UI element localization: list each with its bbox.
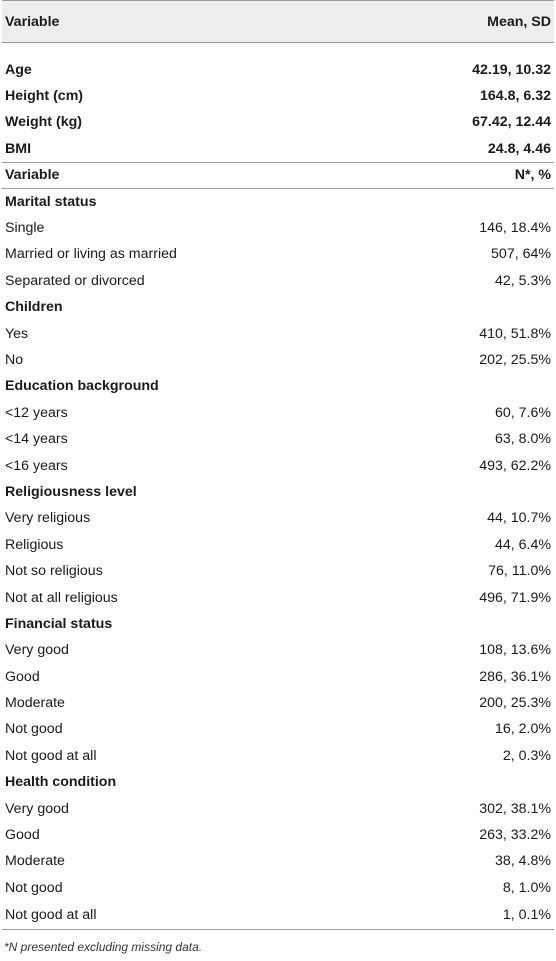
demographics-table [2,0,554,930]
section-title-row [2,611,554,637]
cell-label: Age [5,61,32,78]
cell-value: 146, 18.4% [479,220,551,237]
cell-label: Education background [5,378,159,395]
cell-label: Very religious [5,510,91,527]
header-mean-sd: Mean, SD [378,1,554,43]
cell-value: 60, 7.6% [494,404,551,421]
cell-label: Financial status [5,615,113,632]
spacer-row [2,43,554,57]
cell-value: 2, 0.3% [502,747,551,764]
section-title-row [2,373,554,399]
cell-value: 44, 10.7% [487,510,551,527]
cell-label: Moderate [5,853,65,870]
cell-value: 493, 62.2% [479,457,551,474]
cell-value [378,188,554,214]
cell-label: Not good at all [5,747,97,764]
cell-value [378,294,554,320]
table-row [2,400,554,426]
table-row [2,901,554,929]
table-row [2,268,554,294]
cell-value: 410, 51.8% [479,325,551,342]
cell-label: <14 years [5,431,68,448]
cell-value: 67.42, 12.44 [472,114,551,131]
cell-label: Health condition [5,774,117,791]
table-subheader-row [2,162,554,188]
table-row [2,215,554,241]
cell-label: Marital status [5,193,97,210]
cell-label: Single [5,220,45,237]
cell-value: N*, % [378,162,554,188]
table-row [2,505,554,531]
continuous-row [2,83,554,109]
table-header-row [2,1,554,43]
cell-label: Married or living as married [5,246,177,263]
cell-label: Variable [2,162,378,188]
continuous-row [2,57,554,83]
cell-value: 38, 4.8% [494,853,551,870]
table-row [2,452,554,478]
table-row [2,532,554,558]
table-row [2,584,554,610]
table-row [2,320,554,346]
cell-value: 1, 0.1% [378,901,554,929]
cell-label: <16 years [5,457,68,474]
cell-label: No [5,351,24,368]
table-row [2,743,554,769]
table-row [2,426,554,452]
continuous-row [2,136,554,162]
cell-label: Religious [5,536,64,553]
cell-label: Very good [5,642,69,659]
cell-value: 263, 33.2% [479,827,551,844]
section-title-row [2,188,554,214]
cell-label: Not good [5,879,63,896]
cell-value: 164.8, 6.32 [480,88,551,105]
table-body [2,43,554,930]
cell-value: 63, 8.0% [494,431,551,448]
section-title-row [2,769,554,795]
cell-value [378,479,554,505]
cell-value: 8, 1.0% [502,879,551,896]
cell-label: Separated or divorced [5,272,145,289]
table-row [2,637,554,663]
cell-value: 302, 38.1% [479,800,551,817]
continuous-row [2,109,554,135]
cell-value: 202, 25.5% [479,351,551,368]
cell-label: Good [5,827,40,844]
cell-value [378,769,554,795]
cell-label: Very good [5,800,69,817]
cell-label: Not at all religious [5,589,118,606]
cell-label: Not so religious [5,563,103,580]
table-row [2,848,554,874]
table-row [2,690,554,716]
table-row [2,875,554,901]
cell-value: 108, 13.6% [479,642,551,659]
cell-value: 76, 11.0% [488,563,551,580]
cell-value [378,373,554,399]
table-row [2,347,554,373]
cell-value: 286, 36.1% [479,668,551,685]
table-row [2,795,554,821]
cell-value: 24.8, 4.46 [487,140,551,157]
cell-value: 496, 71.9% [479,589,551,606]
cell-value [378,611,554,637]
cell-value: 44, 6.4% [494,536,551,553]
table-row [2,241,554,267]
cell-label: Moderate [5,695,65,712]
cell-value: 200, 25.3% [479,695,551,712]
table-row [2,663,554,689]
cell-label: Not good [5,721,63,738]
cell-value: 507, 64% [491,246,551,263]
cell-label: Not good at all [2,901,378,929]
table-row [2,716,554,742]
cell-label: Weight (kg) [5,114,82,131]
cell-value: 16, 2.0% [494,721,551,738]
cell-label: Yes [5,325,29,342]
cell-value: 42, 5.3% [494,272,551,289]
section-title-row [2,479,554,505]
cell-label: <12 years [5,404,68,421]
cell-value: 42.19, 10.32 [472,61,551,78]
cell-label: Good [5,668,40,685]
section-title-row [2,294,554,320]
table-row [2,558,554,584]
header-variable: Variable [2,1,378,43]
cell-label: Children [5,299,63,316]
footnote: *N presented excluding missing data. [4,940,203,954]
cell-label: Religiousness level [5,483,137,500]
cell-label: BMI [5,140,32,157]
cell-label: Height (cm) [5,88,84,105]
table-row [2,822,554,848]
